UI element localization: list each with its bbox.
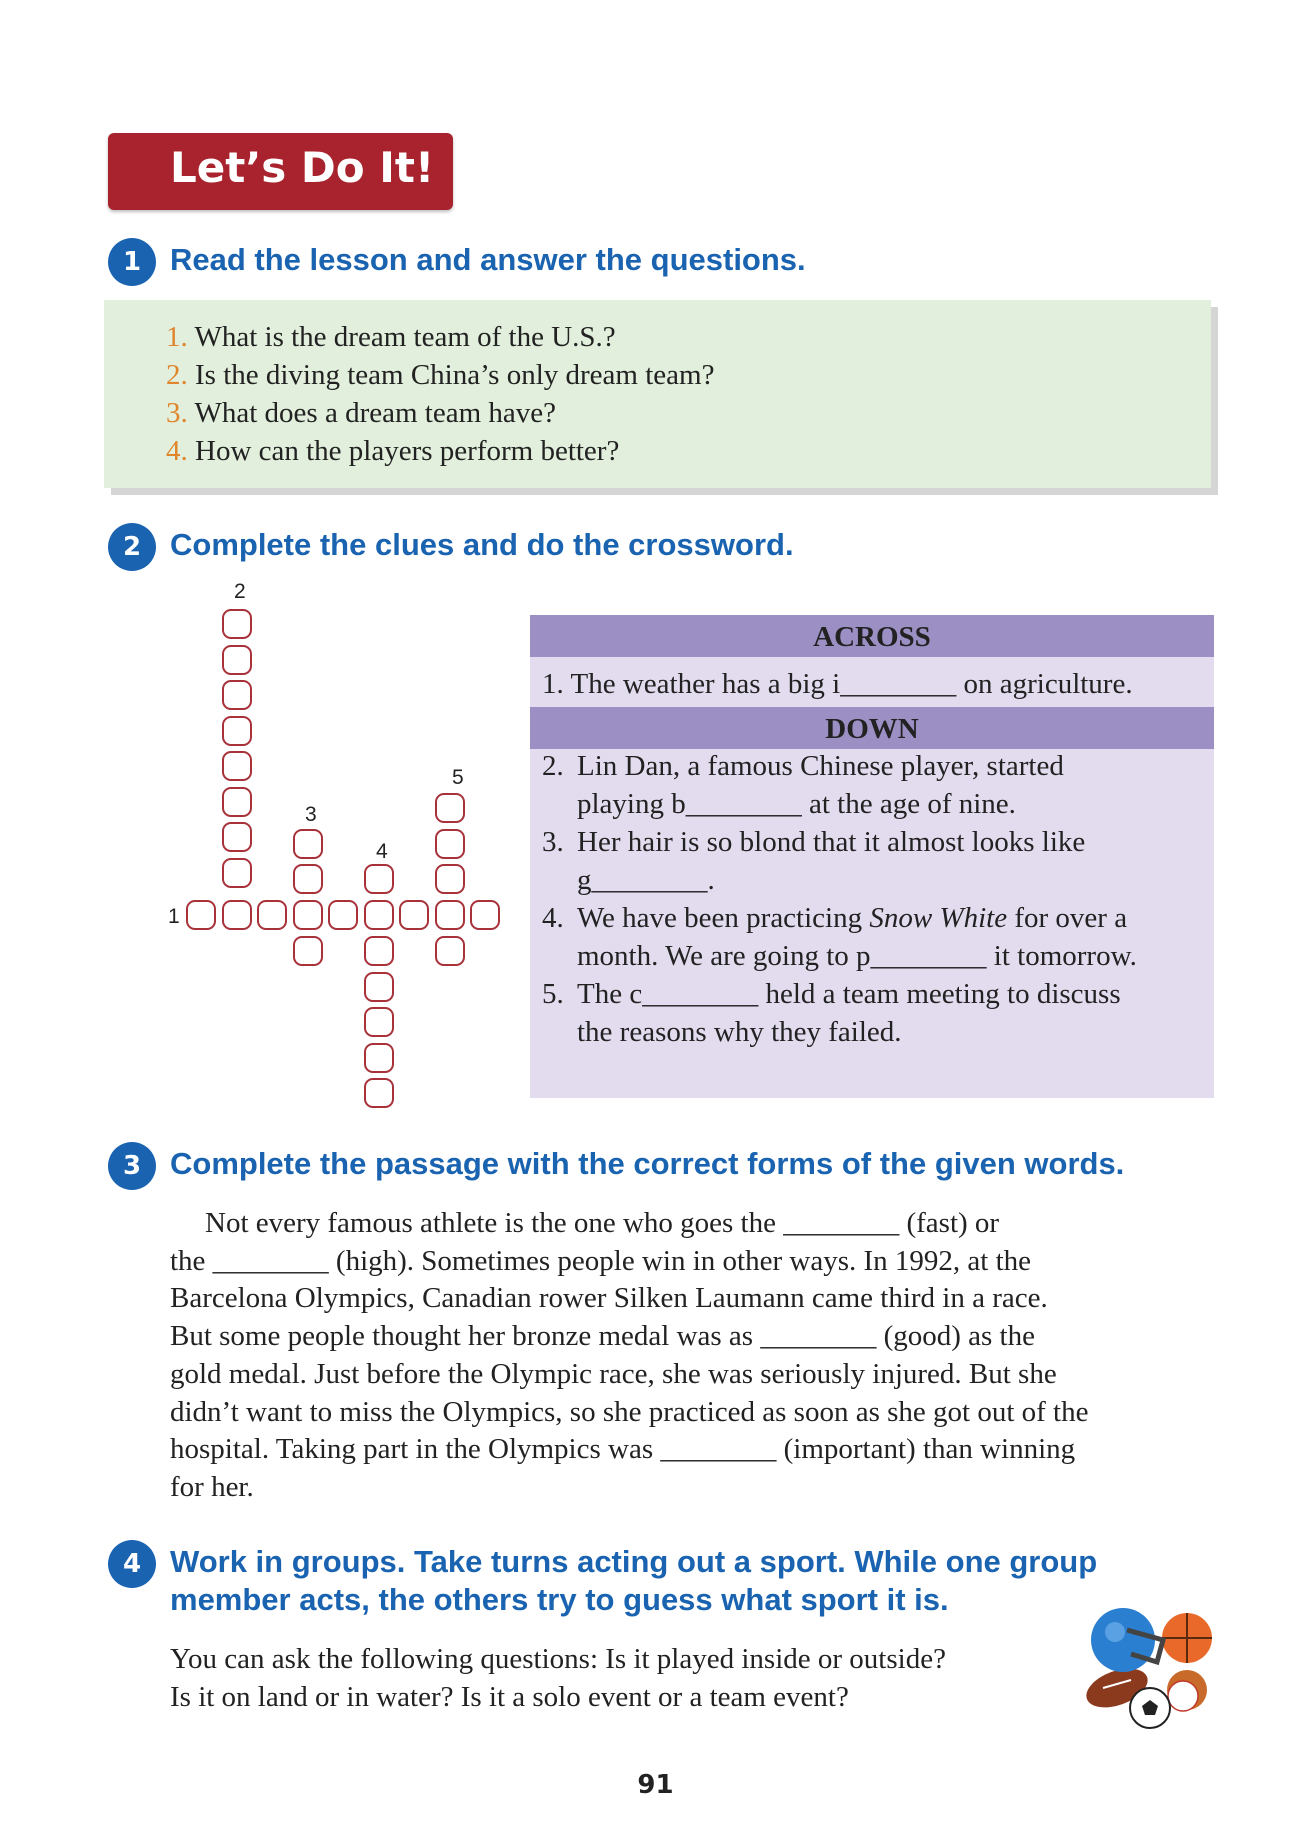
crossword-cell[interactable] — [435, 936, 465, 966]
sports-balls-icon — [1075, 1600, 1215, 1730]
section-4-number: 4 — [108, 1540, 156, 1588]
task-4-line: Is it on land or in water? Is it a solo event or a team event? — [170, 1681, 849, 1713]
crossword-cell[interactable] — [435, 793, 465, 823]
down-clue-5-line2: the reasons why they failed. — [577, 1016, 902, 1048]
crossword-cell[interactable] — [293, 829, 323, 859]
down-clue-3: 3. Her hair is so blond that it almost looks like — [542, 826, 1086, 858]
crossword-cell[interactable] — [328, 900, 358, 930]
crossword-cell[interactable] — [435, 829, 465, 859]
question-item: 3. What does a dream team have? — [166, 397, 556, 429]
crossword-cell[interactable] — [293, 936, 323, 966]
crossword-cell[interactable] — [470, 900, 500, 930]
passage-line: But some people thought her bronze medal was as ________ (good) as the — [170, 1320, 1035, 1353]
section-1-number: 1 — [108, 238, 156, 286]
crossword-cell[interactable] — [364, 1078, 394, 1108]
crossword-cell[interactable] — [222, 645, 252, 675]
crossword-cell[interactable] — [364, 864, 394, 894]
grid-number-1: 1 — [168, 905, 180, 928]
crossword-cell[interactable] — [222, 609, 252, 639]
crossword-cell[interactable] — [222, 751, 252, 781]
banner-title: Let’s Do It! — [170, 143, 435, 192]
down-heading: DOWN — [530, 707, 1214, 749]
question-item: 2. Is the diving team China’s only dream team? — [166, 359, 715, 391]
section-3-title: Complete the passage with the correct forms of the given words. — [170, 1146, 1125, 1181]
lets-do-it-banner — [108, 133, 453, 210]
task-4-text — [170, 1640, 946, 1716]
down-clue-4-line2: month. We are going to p________ it tomorrow. — [577, 940, 1137, 972]
crossword-cell[interactable] — [399, 900, 429, 930]
crossword-cell[interactable] — [364, 936, 394, 966]
question-item: 1. What is the dream team of the U.S.? — [166, 321, 616, 353]
passage-line: Barcelona Olympics, Canadian rower Silken Laumann came third in a race. — [170, 1282, 1048, 1315]
section-4-title-line2: member acts, the others try to guess what sport it is. — [170, 1582, 949, 1617]
section-2-title: Complete the clues and do the crossword. — [170, 527, 794, 562]
task-4-line: You can ask the following questions: Is it played inside or outside? — [170, 1643, 946, 1675]
passage-line: didn’t want to miss the Olympics, so she practiced as soon as she got out of the — [170, 1395, 1089, 1428]
grid-number-5: 5 — [452, 766, 464, 789]
crossword-cell[interactable] — [222, 787, 252, 817]
crossword-cell[interactable] — [435, 900, 465, 930]
section-4-title: Work in groups. Take turns acting out a sport. While one group — [170, 1544, 1098, 1579]
passage-line: for her. — [170, 1470, 254, 1503]
crossword-cell[interactable] — [364, 1043, 394, 1073]
across-clue-1: 1. The weather has a big i________ on agriculture. — [542, 668, 1133, 700]
down-clue-3-line2: g________. — [577, 864, 715, 896]
crossword-cell[interactable] — [222, 858, 252, 888]
question-item: 4. How can the players perform better? — [166, 435, 620, 467]
crossword-cell[interactable] — [257, 900, 287, 930]
section-1-title: Read the lesson and answer the questions. — [170, 242, 806, 277]
down-clue-2-line2: playing b________ at the age of nine. — [577, 788, 1016, 820]
question-list — [166, 318, 714, 470]
crossword-cell[interactable] — [364, 972, 394, 1002]
down-clue-2: 2. Lin Dan, a famous Chinese player, started — [542, 750, 1064, 782]
crossword-cell[interactable] — [364, 900, 394, 930]
crossword-cell[interactable] — [364, 1007, 394, 1037]
down-clue-5: 5. The c________ held a team meeting to discuss — [542, 978, 1121, 1010]
passage-line: the ________ (high). Sometimes people win in other ways. In 1992, at the — [170, 1244, 1031, 1277]
section-2-number: 2 — [108, 523, 156, 571]
passage-line: gold medal. Just before the Olympic race, she was seriously injured. But she — [170, 1357, 1057, 1390]
crossword-cell[interactable] — [293, 900, 323, 930]
crossword-cell[interactable] — [435, 864, 465, 894]
grid-number-2: 2 — [234, 580, 246, 603]
across-heading: ACROSS — [530, 615, 1214, 657]
questions-box — [104, 300, 1211, 488]
crossword-cell[interactable] — [293, 864, 323, 894]
down-clue-4: 4. We have been practicing Snow White for over a — [542, 902, 1128, 934]
grid-number-3: 3 — [305, 803, 317, 826]
passage-text — [170, 1205, 1210, 1507]
crossword-cell[interactable] — [222, 900, 252, 930]
crossword-clues-box — [530, 615, 1214, 1098]
crossword-cell[interactable] — [222, 822, 252, 852]
crossword-cell[interactable] — [222, 716, 252, 746]
passage-line: hospital. Taking part in the Olympics was ________ (important) than winning — [170, 1433, 1076, 1466]
page-number: 91 — [637, 1770, 674, 1800]
grid-number-4: 4 — [376, 840, 388, 863]
passage-line: Not every famous athlete is the one who goes the ________ (fast) or — [205, 1207, 1000, 1239]
section-3-number: 3 — [108, 1142, 156, 1190]
crossword-cell[interactable] — [186, 900, 216, 930]
crossword-cell[interactable] — [222, 680, 252, 710]
